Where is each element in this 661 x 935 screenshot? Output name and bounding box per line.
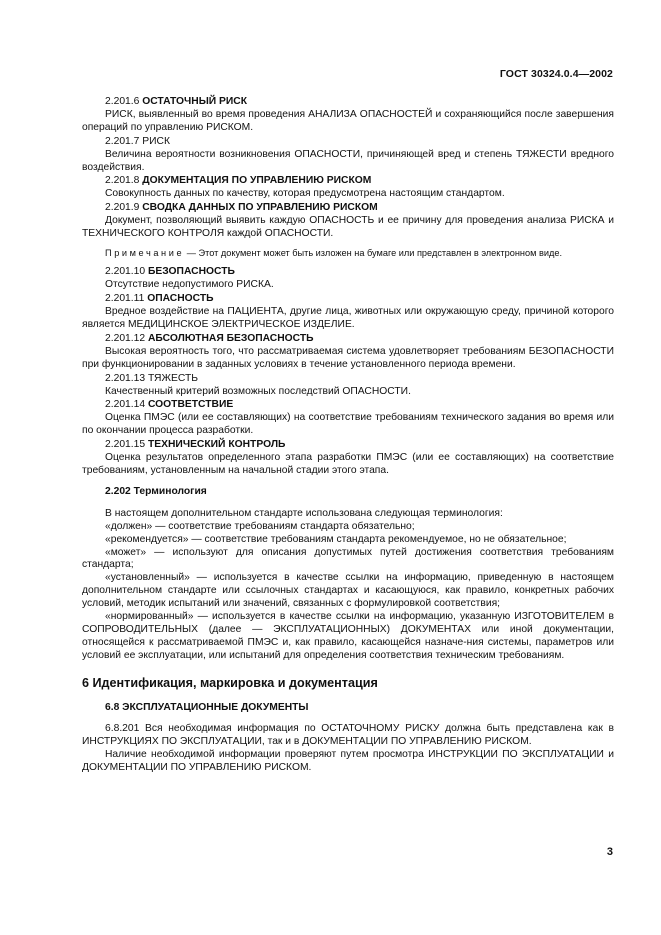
subsection-heading-operating-docs: 6.8 ЭКСПЛУАТАЦИОННЫЕ ДОКУМЕНТЫ: [105, 701, 309, 713]
paragraph: «установленный» — используется в качестве ссылки на информацию, приведенную в настоящем дополнительном стандарте или ссылочных стандартах и касающуюся, как правило, конкретных рабочих условий, методик испытаний или значений, связанных с формулировкой соответствия;: [82, 572, 614, 610]
term-title: 2.201.12 АБСОЛЮТНАЯ БЕЗОПАСНОСТЬ: [105, 332, 314, 344]
term-definition: Документ, позволяющий выявить каждую ОПАСНОСТЬ и ее причину для проведения анализа РИСКА и ТЕХНИЧЕСКОГО КОНТРОЛЯ каждой ОПАСНОСТИ.: [82, 215, 614, 240]
paragraph: «может» — используют для описания допустимых путей достижения соответствия требованиям стандарта;: [82, 546, 614, 571]
term-definition: Высокая вероятность того, что рассматриваемая система удовлетворяет требованиям БЕЗОПАСНОСТИ при функционировании в заданных условиях в течение установленного периода времени.: [82, 345, 614, 370]
term-definition: Вредное воздействие на ПАЦИЕНТА, другие лица, животных или окружающую среду, причиной которого является МЕДИЦИНСКОЕ ЭЛЕКТРИЧЕСКОЕ ИЗДЕЛИЕ.: [82, 306, 614, 330]
term-title: 2.201.9 СВОДКА ДАННЫХ ПО УПРАВЛЕНИЮ РИСКОМ: [105, 202, 378, 214]
term-definition: РИСК, выявленный во время проведения АНАЛИЗА ОПАСНОСТЕЙ и сохраняющийся после завершения операций по управлению РИСКОМ.: [82, 108, 614, 133]
term-definition: Оценка ПМЭС (или ее составляющих) на соответствие требованиям технического задания во время или по окончании процесса разработки.: [82, 412, 614, 437]
page-number: 3: [606, 846, 613, 858]
term-title: 2.201.7 РИСК: [105, 135, 170, 147]
term-definition: Отсутствие недопустимого РИСКА.: [105, 279, 274, 291]
document-body: [82, 95, 614, 775]
term-definition: Оценка результатов определенного этапа разработки ПМЭС (или ее составляющих) на соответствие требованиям, установленным на начальной стадии этого этапа.: [82, 452, 614, 476]
paragraph: «рекомендуется» — соответствие требованиям стандарта рекомендуемое, но не обязательное;: [105, 533, 567, 545]
term-title: 2.201.13 ТЯЖЕСТЬ: [105, 372, 198, 384]
section-heading-identification: 6 Идентификация, маркировка и документация: [82, 675, 378, 690]
term-title: 2.201.14 СООТВЕТСТВИЕ: [105, 399, 234, 411]
term-title: 2.201.10 БЕЗОПАСНОСТЬ: [105, 266, 235, 278]
note: Примечание — Этот документ может быть изложен на бумаге или представлен в электронном виде.: [105, 247, 562, 258]
term-definition: Совокупность данных по качеству, которая предусмотрена настоящим стандартом.: [105, 188, 505, 200]
term-title: 2.201.8 ДОКУМЕНТАЦИЯ ПО УПРАВЛЕНИЮ РИСКОМ: [105, 175, 372, 187]
section-heading-terminology: 2.202 Терминология: [105, 485, 207, 497]
note-label: Примечание: [105, 247, 185, 258]
standard-header: ГОСТ 30324.0.4—2002: [499, 68, 613, 80]
paragraph: Наличие необходимой информации проверяют путем просмотра ИНСТРУКЦИИ ПО ЭКСПЛУАТАЦИИ и ДОКУМЕНТАЦИИ ПО УПРАВЛЕНИЮ РИСКОМ.: [82, 749, 614, 774]
term-title: 2.201.15 ТЕХНИЧЕСКИЙ КОНТРОЛЬ: [105, 439, 286, 451]
paragraph: «нормированный» — используется в качестве ссылки на информацию, указанную ИЗГОТОВИТЕЛЕМ в СОПРОВОДИТЕЛЬНЫХ (далее — ЭКСПЛУАТАЦИОННЫХ) ДОКУМЕНТАХ или иной документации, относящейся к рассматриваемой ПМЭС и, как правило, касающейся назначе-ния системы, параметров или условий ее эксплуатации, или испытаний для определения соответствия техническим требованиям.: [82, 611, 614, 661]
paragraph: «должен» — соответствие требованиям стандарта обязательно;: [105, 520, 415, 532]
paragraph: 6.8.201 Вся необходимая информация по ОСТАТОЧНОМУ РИСКУ должна быть представлена как в ИНСТРУКЦИЯХ ПО ЭКСПЛУАТАЦИИ, так и в ДОКУМЕНТАЦИИ ПО УПРАВЛЕНИЮ РИСКОМ.: [82, 723, 614, 748]
term-definition: Качественный критерий возможных последствий ОПАСНОСТИ.: [105, 385, 411, 397]
term-title: 2.201.11 ОПАСНОСТЬ: [105, 293, 214, 305]
term-title: 2.201.6 ОСТАТОЧНЫЙ РИСК: [105, 96, 248, 107]
paragraph: В настоящем дополнительном стандарте использована следующая терминология:: [105, 507, 503, 519]
term-definition: Величина вероятности возникновения ОПАСНОСТИ, причиняющей вред и степень ТЯЖЕСТИ вредного воздействия.: [82, 148, 614, 173]
